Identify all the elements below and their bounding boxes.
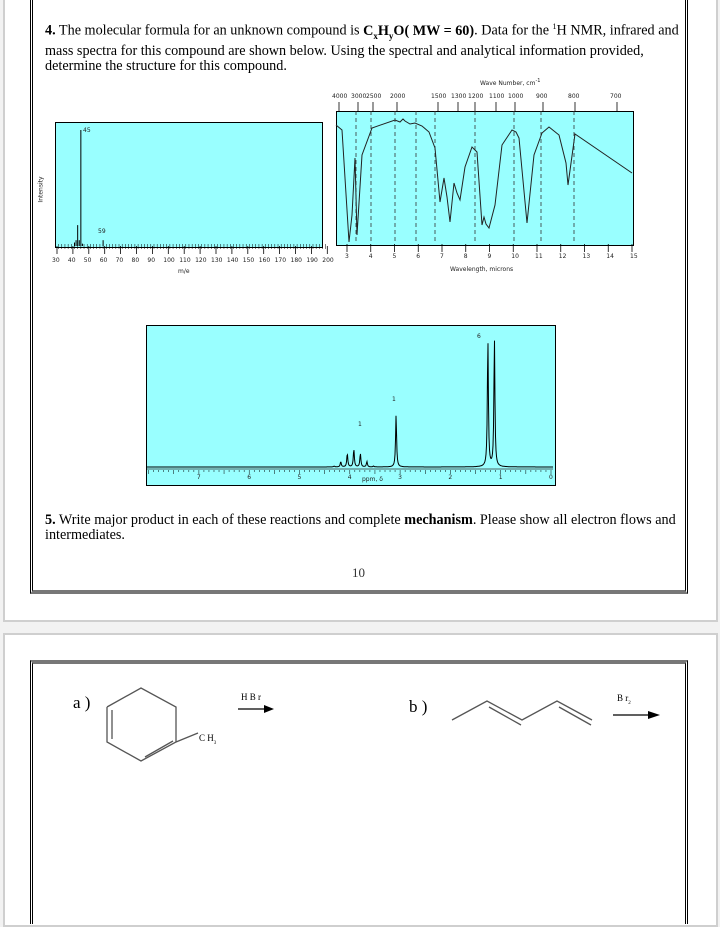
reaction-b-reagent: B $r_2$ (617, 693, 631, 706)
molecular-formula: $C_xH_yO$( MW = 60) (363, 22, 475, 41)
ir-top-tick-label: 2000 (390, 93, 406, 100)
ir-bottom-tick-label: 13 (582, 253, 591, 260)
ms-tick-label: 160 (258, 257, 271, 264)
ms-tick-label: 170 (274, 257, 287, 264)
ir-top-tick-label: 700 (610, 93, 622, 100)
ms-tick-label: 180 (290, 257, 302, 264)
ms-tick-label: 100 (163, 257, 175, 264)
reaction-b-label: b ) (409, 697, 428, 716)
ms-tick-label: 70 (115, 257, 124, 264)
question-4-text: 4. The molecular formula for an unknown compound is $C_xH_yO$( MW = 60). Data for the $^1$H NMR, infrared and mass spectra for this compound are shown below. Using the spectral and analytical information provided, determine the structure for this compound. (45, 22, 679, 74)
ms-tick-label: 120 (195, 257, 207, 264)
ms-tick-label: 50 (83, 257, 92, 264)
ms-tick-label: 150 (242, 257, 255, 264)
ms-tick-label: 130 (211, 257, 223, 264)
ms-peak-label-45: 45 (83, 127, 91, 134)
q4-text-a: The molecular formula for an unknown compound is (55, 22, 364, 39)
ms-xlabel: m/e (178, 268, 190, 275)
ir-bottom-tick-label: 15 (630, 253, 638, 260)
ms-tick-label: 30 (52, 257, 60, 264)
ir-bottom-tick-label: 14 (606, 253, 614, 260)
reaction-a-reagent: H B r (241, 692, 261, 702)
ms-tick-label: 60 (99, 257, 108, 264)
ir-top-tick-label: 1100 (489, 93, 505, 100)
nmr-tick-label: 1 (498, 474, 503, 481)
pentadiene-structure (452, 701, 592, 725)
ir-bottom-tick-label: 7 (440, 253, 444, 260)
ir-top-tick-label: 1500 (431, 93, 447, 100)
ir-top-tick-label: 900 (536, 93, 548, 100)
ms-tick-label: 110 (179, 257, 191, 264)
nmr-tick-label: 0 (549, 474, 553, 481)
ir-bottom-tick-label: 10 (511, 253, 519, 260)
ir-top-tick-label: 3000 (351, 93, 367, 100)
ir-top-tick-label: 4000 (332, 93, 348, 100)
ir-top-label: Wave Number, $cm^{-1}$ (480, 78, 541, 87)
ms-tick-label: 40 (67, 257, 76, 264)
ms-tick-label: 80 (131, 257, 140, 264)
reaction-a-label: a ) (73, 693, 91, 712)
nmr-tick-label: 3 (398, 474, 402, 481)
q4-text-b: . Data for the (474, 22, 553, 39)
ir-bottom-tick-label: 5 (392, 253, 397, 260)
ir-top-tick-label: 800 (568, 93, 580, 100)
ms-tick-label: 190 (306, 257, 318, 264)
nmr-integration-6: 6 (477, 333, 481, 340)
nmr-integration-1a: 1 (392, 396, 396, 403)
ms-ylabel: Intensity (37, 176, 45, 203)
question-5-text: 5. Write major product in each of these reactions and complete mechanism. Please show all electron flows and intermediates. (45, 512, 676, 543)
ir-top-tick-label: 1000 (508, 93, 524, 100)
methyl-substituent-label: C $H_3$ (199, 733, 217, 746)
ir-bottom-tick-label: 12 (558, 253, 567, 260)
nmr-tick-label: 7 (196, 474, 201, 481)
ir-bottom-tick-label: 9 (487, 253, 492, 260)
ir-bottom-tick-label: 4 (368, 253, 373, 260)
ir-top-tick-label: 1300 (451, 93, 467, 100)
ir-top-tick-label: 2500 (366, 93, 382, 100)
ms-tick-label: 90 (147, 257, 156, 264)
ir-bottom-label: Wavelength, microns (450, 266, 514, 273)
ir-top-tick-label: 1200 (468, 93, 484, 100)
nmr-tick-label: 5 (297, 474, 302, 481)
ir-bottom-tick-label: 11 (535, 253, 543, 260)
ir-bottom-tick-label: 6 (416, 253, 421, 260)
ir-bottom-tick-label: 3 (345, 253, 349, 260)
nmr-tick-label: 2 (448, 474, 453, 481)
q4-text-c: H NMR, infrared and mass spectra for this compound are shown below. Using the spectral and analytical information provided, determine the structure for this compound. (45, 22, 679, 74)
nmr-axis-label: ppm, δ (362, 476, 383, 483)
ms-tick-label: 200 (322, 257, 334, 264)
reaction-arrow-a (238, 705, 274, 713)
nmr-tick-label: 4 (347, 474, 352, 481)
nmr-integration-1b: 1 (358, 421, 362, 428)
ir-bottom-tick-label: 8 (463, 253, 468, 260)
ms-tick-label: 140 (226, 257, 239, 264)
points-value: 10 (352, 565, 365, 580)
question-number: 4. (45, 22, 56, 39)
nmr-tick-label: 6 (247, 474, 252, 481)
reaction-arrow-b (613, 711, 660, 719)
ms-peak-label-59: 59 (98, 228, 106, 235)
